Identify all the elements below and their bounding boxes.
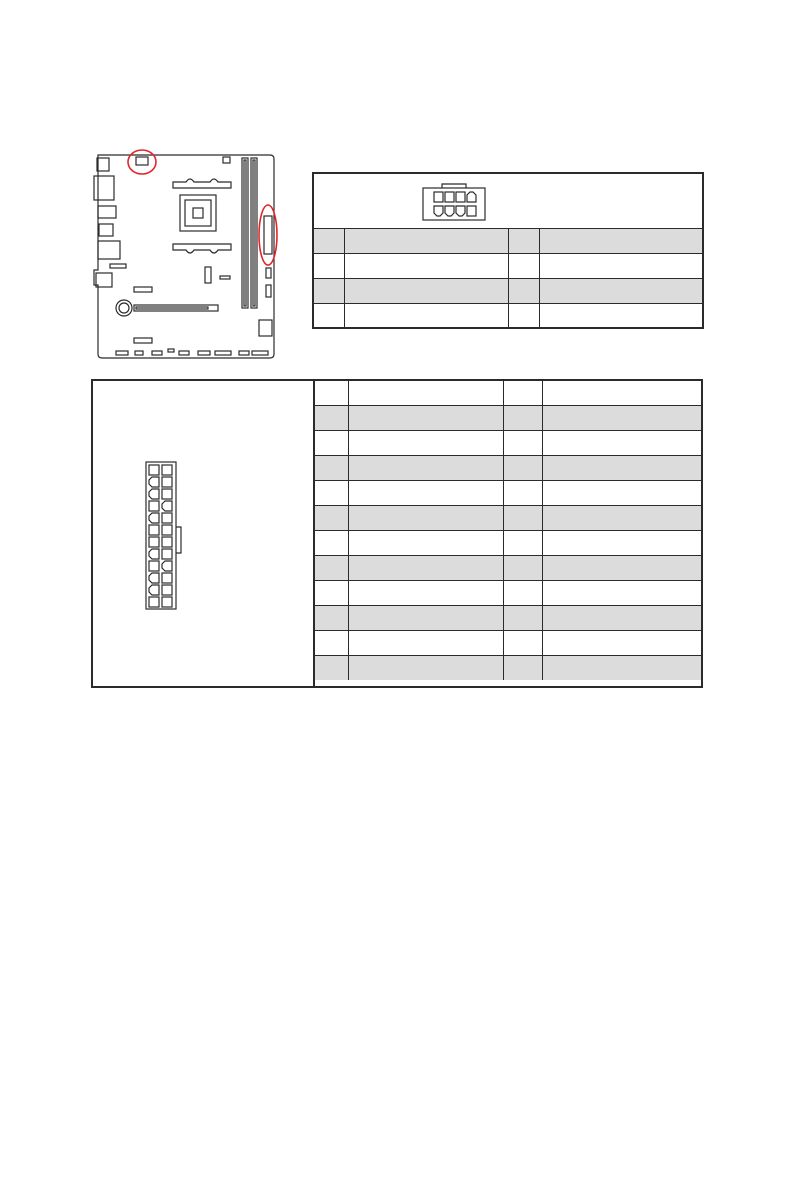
pin-signal: [345, 304, 509, 329]
connector-pin: [162, 597, 172, 607]
table-row: [315, 631, 701, 656]
pin-signal: [349, 631, 504, 656]
pin-number: [504, 406, 543, 431]
pin-number: [315, 456, 349, 481]
table-row: [315, 656, 701, 681]
pin-signal: [540, 304, 702, 329]
pin-signal: [543, 406, 702, 431]
pin-signal: [349, 456, 504, 481]
pin-number: [314, 254, 345, 279]
pin-signal: [540, 254, 702, 279]
connector-pin: [149, 513, 159, 523]
table-row: [315, 381, 701, 406]
pin-signal: [349, 581, 504, 606]
8-pin-connector-icon: [422, 182, 486, 222]
pin-number: [315, 656, 349, 681]
pin-number: [314, 304, 345, 329]
pin-signal: [349, 606, 504, 631]
connector-pin: [162, 513, 172, 523]
connector-pin: [149, 585, 159, 595]
pin-signal: [349, 506, 504, 531]
pin-signal: [345, 279, 509, 304]
pin-number: [315, 556, 349, 581]
connector-pin: [149, 549, 159, 559]
connector-pin: [162, 561, 172, 571]
pin-number: [315, 581, 349, 606]
pin-number: [315, 406, 349, 431]
pin-signal: [543, 381, 702, 406]
table-row: [315, 406, 701, 431]
pin-signal: [349, 656, 504, 681]
table-row: [315, 456, 701, 481]
atx-power-connector-diagram: [93, 381, 315, 686]
pin-number: [504, 506, 543, 531]
motherboard-figure: [80, 140, 280, 370]
connector-pin: [162, 465, 172, 475]
pin-signal: [543, 531, 702, 556]
table-row: [315, 581, 701, 606]
table-row: [315, 606, 701, 631]
pin-number: [315, 431, 349, 456]
pin-number: [315, 531, 349, 556]
pin-signal: [349, 381, 504, 406]
pin-number: [504, 606, 543, 631]
pin-number: [509, 229, 540, 254]
pin-number: [504, 456, 543, 481]
pin-signal: [345, 229, 509, 254]
atx-power-pin-table: [315, 381, 701, 680]
cpu-power-connector-panel: [312, 172, 704, 329]
connector-pin: [162, 501, 172, 511]
connector-pin: [162, 489, 172, 499]
pin-signal: [543, 556, 702, 581]
table-row: [315, 506, 701, 531]
pin-signal: [540, 229, 702, 254]
table-row: [315, 556, 701, 581]
table-row: [314, 229, 702, 254]
connector-pin: [162, 477, 172, 487]
pin-number: [314, 279, 345, 304]
cpu-power-connector-diagram: [314, 174, 702, 228]
pin-signal: [349, 481, 504, 506]
connector-pin: [162, 525, 172, 535]
pin-signal: [543, 456, 702, 481]
table-row: [315, 481, 701, 506]
pin-number: [504, 656, 543, 681]
pin-signal: [543, 631, 702, 656]
pin-signal: [345, 254, 509, 279]
pin-number: [504, 581, 543, 606]
pin-number: [315, 631, 349, 656]
motherboard-layout-icon: [80, 140, 280, 365]
connector-pin: [162, 537, 172, 547]
pin-signal: [543, 581, 702, 606]
connector-pin: [162, 585, 172, 595]
pin-signal: [543, 606, 702, 631]
table-row: [314, 279, 702, 304]
pin-number: [315, 381, 349, 406]
pin-number: [509, 254, 540, 279]
pin-number: [509, 279, 540, 304]
connector-pin: [149, 561, 159, 571]
cpu-power-pin-table: [314, 228, 702, 328]
connector-pin: [149, 537, 159, 547]
24-pin-connector-icon: [145, 461, 185, 611]
pin-number: [504, 556, 543, 581]
connector-pin: [162, 549, 172, 559]
connector-pin: [149, 501, 159, 511]
connector-pin: [149, 573, 159, 583]
connector-pin: [149, 489, 159, 499]
connector-pin: [162, 573, 172, 583]
pin-number: [314, 229, 345, 254]
pin-number: [504, 531, 543, 556]
pin-number: [509, 304, 540, 329]
table-row: [315, 431, 701, 456]
pin-number: [504, 431, 543, 456]
atx-power-connector-panel: [91, 379, 703, 688]
pin-number: [504, 381, 543, 406]
pin-number: [315, 481, 349, 506]
pin-signal: [349, 556, 504, 581]
pin-number: [315, 506, 349, 531]
pin-signal: [349, 406, 504, 431]
pin-signal: [349, 431, 504, 456]
pin-signal: [543, 656, 702, 681]
connector-pin: [149, 597, 159, 607]
pin-number: [315, 606, 349, 631]
connector-pin: [149, 525, 159, 535]
connector-pin: [149, 477, 159, 487]
pin-number: [504, 631, 543, 656]
table-row: [314, 304, 702, 329]
connector-pin: [149, 465, 159, 475]
table-row: [315, 531, 701, 556]
table-row: [314, 254, 702, 279]
pin-signal: [543, 481, 702, 506]
pin-signal: [349, 531, 504, 556]
pin-signal: [543, 431, 702, 456]
pin-signal: [540, 279, 702, 304]
pin-number: [504, 481, 543, 506]
pin-signal: [543, 506, 702, 531]
